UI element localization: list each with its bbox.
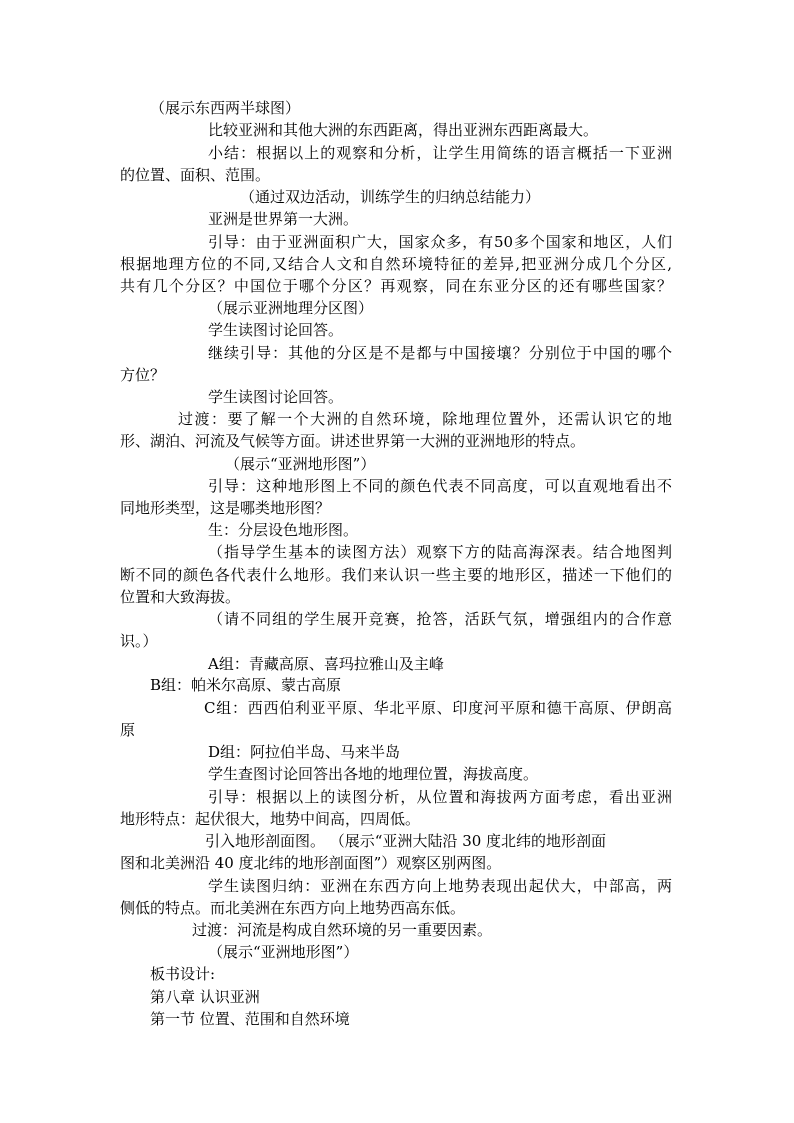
text-line: 原	[120, 721, 136, 739]
text-line: （请不同组的学生展开竞赛，抢答，活跃气氛，增强组内的合作意	[208, 610, 672, 628]
text-line: 断不同的颜色各代表什么地形。我们来认识一些主要的地形区，描述一下他们的	[120, 566, 672, 584]
section-title: 第一节 位置、范围和自然环境	[150, 1010, 350, 1028]
text-line: 比较亚洲和其他大洲的东西距离，得出亚洲东西距离最大。	[208, 121, 599, 139]
text-line: 共有几个分区？中国位于哪个分区？再观察，同在东亚分区的还有哪些国家？	[120, 277, 672, 295]
text-line: 继续引导：其他的分区是不是都与中国接壤？分别位于中国的哪个	[208, 344, 672, 362]
text-line: （展示“亚洲地形图”）	[208, 943, 359, 961]
text-line: D组：阿拉伯半岛、马来半岛	[208, 743, 401, 761]
text-line: A组：青藏高原、喜玛拉雅山及主峰	[208, 655, 444, 673]
text-line: 过渡：河流是构成自然环境的另一重要因素。	[192, 921, 493, 939]
text-line: （通过双边活动，训练学生的归纳总结能力）	[240, 188, 541, 206]
text-line: 的位置、面积、范围。	[120, 166, 271, 184]
text-line: （展示“亚洲地形图”）	[225, 455, 376, 473]
text-line: 生：分层设色地形图。	[208, 521, 359, 539]
text-line: 学生读图讨论回答。	[208, 388, 344, 406]
chapter-title: 第八章 认识亚洲	[150, 988, 260, 1006]
text-line: （展示东西两半球图）	[150, 99, 301, 117]
text-line: 图和北美洲沿 40 度北纬的地形剖面图”）观察区别两图。	[120, 854, 502, 872]
text-line: 根据地理方位的不同,又结合人文和自然环境特征的差异,把亚洲分成几个分区,	[120, 255, 672, 273]
text-line: 方位？	[120, 366, 166, 384]
text-line: 学生查图讨论回答出各地的地理位置，海拔高度。	[208, 765, 539, 783]
text-line: 引导：这种地形图上不同的颜色代表不同高度，可以直观地看出不	[208, 477, 672, 495]
text-line: B组：帕米尔高原、蒙古高原	[150, 676, 342, 694]
text-line: （展示亚洲地理分区图）	[208, 299, 374, 317]
text-line: 地形特点：起伏很大，地势中间高，四周低。	[120, 810, 421, 828]
text-line: 学生读图讨论回答。	[208, 321, 344, 339]
text-line: 形、湖泊、河流及气候等方面。讲述世界第一大洲的亚洲地形的特点。	[120, 432, 586, 450]
text-line: （指导学生基本的读图方法）观察下方的陆高海深表。结合地图判	[208, 543, 672, 561]
text-line: 小结：根据以上的观察和分析，让学生用简练的语言概括一下亚洲	[208, 144, 672, 162]
text-line: 学生读图归纳：亚洲在东西方向上地势表现出起伏大，中部高，两	[208, 877, 672, 895]
text-line: C组：西西伯利亚平原、华北平原、印度河平原和德干高原、伊朗高	[204, 699, 672, 717]
text-line: 引导：由于亚洲面积广大，国家众多，有50多个国家和地区，人们	[208, 233, 672, 251]
text-line: 同地形类型，这是哪类地形图？	[120, 499, 331, 517]
text-line: 过渡：要了解一个大洲的自然环境，除地理位置外，还需认识它的地	[178, 410, 672, 428]
text-line: 侧低的特点。而北美洲在东西方向上地势西高东低。	[120, 899, 466, 917]
text-line: 识。）	[120, 632, 158, 650]
board-design-heading: 板书设计:	[150, 965, 216, 983]
text-line: 引入地形剖面图。 （展示“亚洲大陆沿 30 度北纬的地形剖面	[205, 832, 607, 850]
text-line: 引导：根据以上的读图分析，从位置和海拔两方面考虑，看出亚洲	[208, 788, 672, 806]
text-line: 亚洲是世界第一大洲。	[208, 210, 359, 228]
text-line: 位置和大致海拔。	[120, 588, 241, 606]
